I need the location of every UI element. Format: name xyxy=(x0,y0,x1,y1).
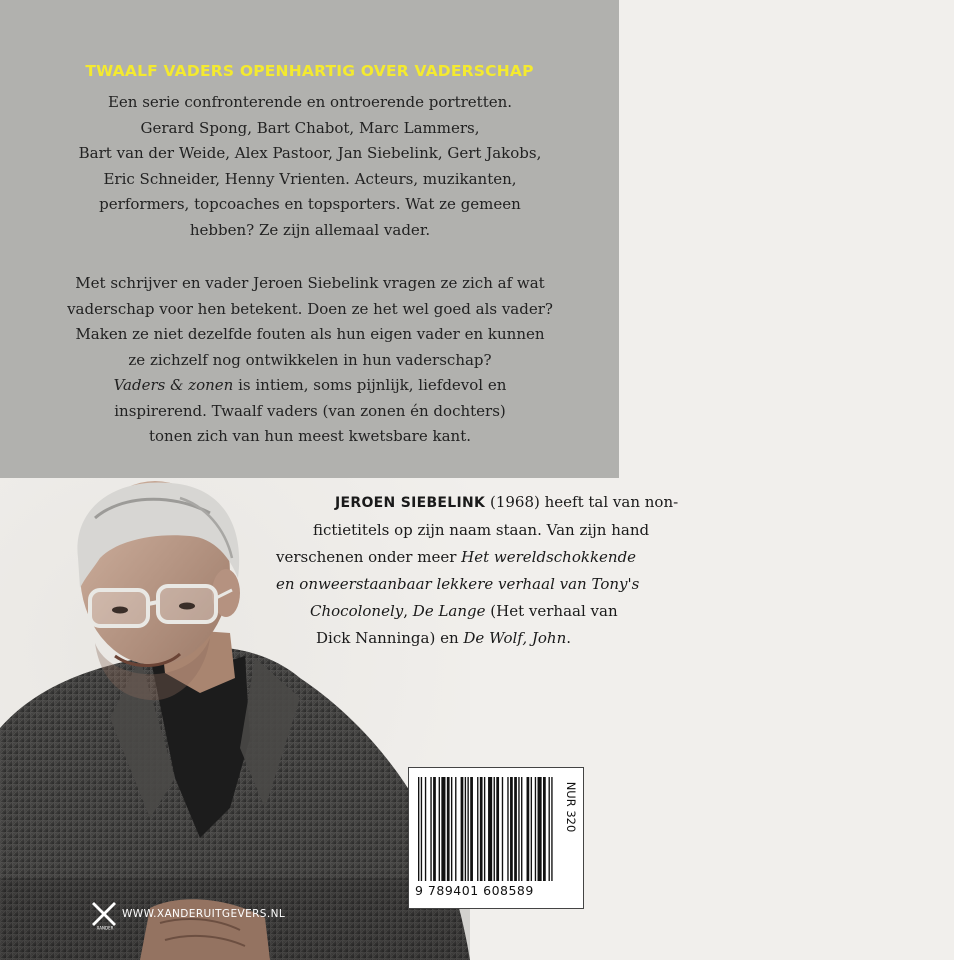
blurb-line: Met schrijver en vader Jeroen Siebelink vragen ze zich af wat xyxy=(75,274,545,292)
blurb-line: Een serie confronterende en ontroerende portretten. xyxy=(107,93,513,111)
bio-text: . xyxy=(566,629,572,647)
bio-text: verschenen onder meer xyxy=(276,548,462,566)
barcode-bar xyxy=(439,777,440,881)
blurb-line: Gerard Spong, Bart Chabot, Marc Lammers, xyxy=(140,118,480,137)
barcode-bar xyxy=(418,777,419,881)
nur-code-wrap xyxy=(563,774,579,844)
barcode-bar xyxy=(510,777,513,881)
bio-text: Dick Nanninga) en xyxy=(316,629,464,647)
barcode-bar xyxy=(480,777,483,881)
blurb-line: performers, topcoaches en topsporters. Wat ze gemeen xyxy=(99,195,521,213)
isbn-number: 9 789401 608589 xyxy=(415,883,534,898)
blurb-body xyxy=(30,271,590,450)
publisher-info xyxy=(92,900,332,930)
bio-line: fictietitels op zijn naam staan. Van zijn hand xyxy=(313,521,650,539)
bio-line xyxy=(335,493,954,511)
book-title: De Wolf, John xyxy=(463,629,567,647)
barcode-bar xyxy=(518,777,519,881)
barcode-bar xyxy=(477,777,478,881)
barcode-bar xyxy=(484,777,485,881)
publisher-logo-text: XANDER xyxy=(96,925,114,931)
bio-text: (1968) heeft tal van non- xyxy=(485,493,679,511)
blurb-line: hebben? Ze zijn allemaal vader. xyxy=(189,220,431,239)
barcode-bar xyxy=(433,777,436,881)
barcode-bar xyxy=(467,777,468,881)
blurb-line: tonen zich van hun meest kwetsbare kant. xyxy=(148,427,471,445)
blurb-line: Bart van der Weide, Alex Pastoor, Jan Siebelink, Gert Jakobs, xyxy=(78,144,542,162)
xander-logo-icon xyxy=(92,900,118,930)
barcode-bar xyxy=(527,777,530,881)
author-name: JEROEN SIEBELINK xyxy=(335,495,486,511)
barcode-bar xyxy=(441,777,445,881)
book-title: en onweerstaanbaar lekkere verhaal van Tony's xyxy=(276,575,640,593)
bio-line xyxy=(316,629,935,647)
barcode-bar xyxy=(455,777,456,881)
book-title: Het wereldschokkende xyxy=(461,548,637,566)
blurb-line: Eric Schneider, Henny Vrienten. Acteurs, muzikanten, xyxy=(103,169,517,188)
book-title: Chocolonely xyxy=(310,602,404,620)
blurb-line: vaderschap voor hen betekent. Doen ze het wel goed als vader? xyxy=(67,299,553,318)
barcode-bar xyxy=(447,777,450,881)
headline: TWAALF VADERS OPENHARTIG OVER VADERSCHAP xyxy=(85,62,534,80)
nur-code: NUR 320 xyxy=(564,781,578,833)
barcode-bar xyxy=(538,777,542,881)
barcode-bar xyxy=(514,777,517,881)
bio-line xyxy=(276,548,895,566)
bio-text: (Het verhaal van xyxy=(485,602,618,620)
blurb-text: is intiem, soms pijnlijk, liefdevol en xyxy=(233,376,507,394)
barcode xyxy=(408,767,584,909)
blurb-line xyxy=(30,373,590,399)
blurb-intro xyxy=(30,90,590,243)
bio-text: , xyxy=(403,602,413,620)
barcode-bar xyxy=(535,777,536,881)
barcode-bar xyxy=(531,777,532,881)
barcode-bar xyxy=(430,777,431,881)
barcode-bar xyxy=(549,777,550,881)
barcode-bar xyxy=(543,777,546,881)
barcode-bar xyxy=(494,777,495,881)
barcode-bar xyxy=(470,777,473,881)
barcode-bar xyxy=(451,777,452,881)
barcode-bar xyxy=(551,777,552,881)
barcode-bars xyxy=(417,777,555,881)
barcode-bar xyxy=(421,777,422,881)
barcode-bar xyxy=(496,777,499,881)
barcode-bar xyxy=(425,777,426,881)
bio-line xyxy=(276,575,895,593)
barcode-bar xyxy=(465,777,466,881)
blurb-line: Maken ze niet dezelfde fouten als hun eigen vader en kunnen xyxy=(75,325,545,343)
barcode-bar xyxy=(507,777,508,881)
barcode-bar xyxy=(461,777,464,881)
book-title: De Lange xyxy=(412,602,486,620)
barcode-bar xyxy=(502,777,503,881)
barcode-bar xyxy=(488,777,492,881)
barcode-bar xyxy=(521,777,522,881)
book-title: Vaders & zonen xyxy=(113,376,234,394)
blurb-line: inspirerend. Twaalf vaders (van zonen én dochters) xyxy=(114,401,506,420)
blurb-line: ze zichzelf nog ontwikkelen in hun vaderschap? xyxy=(128,350,492,369)
bio-line xyxy=(310,602,929,620)
publisher-url: WWW.XANDERUITGEVERS.NL xyxy=(122,908,286,920)
